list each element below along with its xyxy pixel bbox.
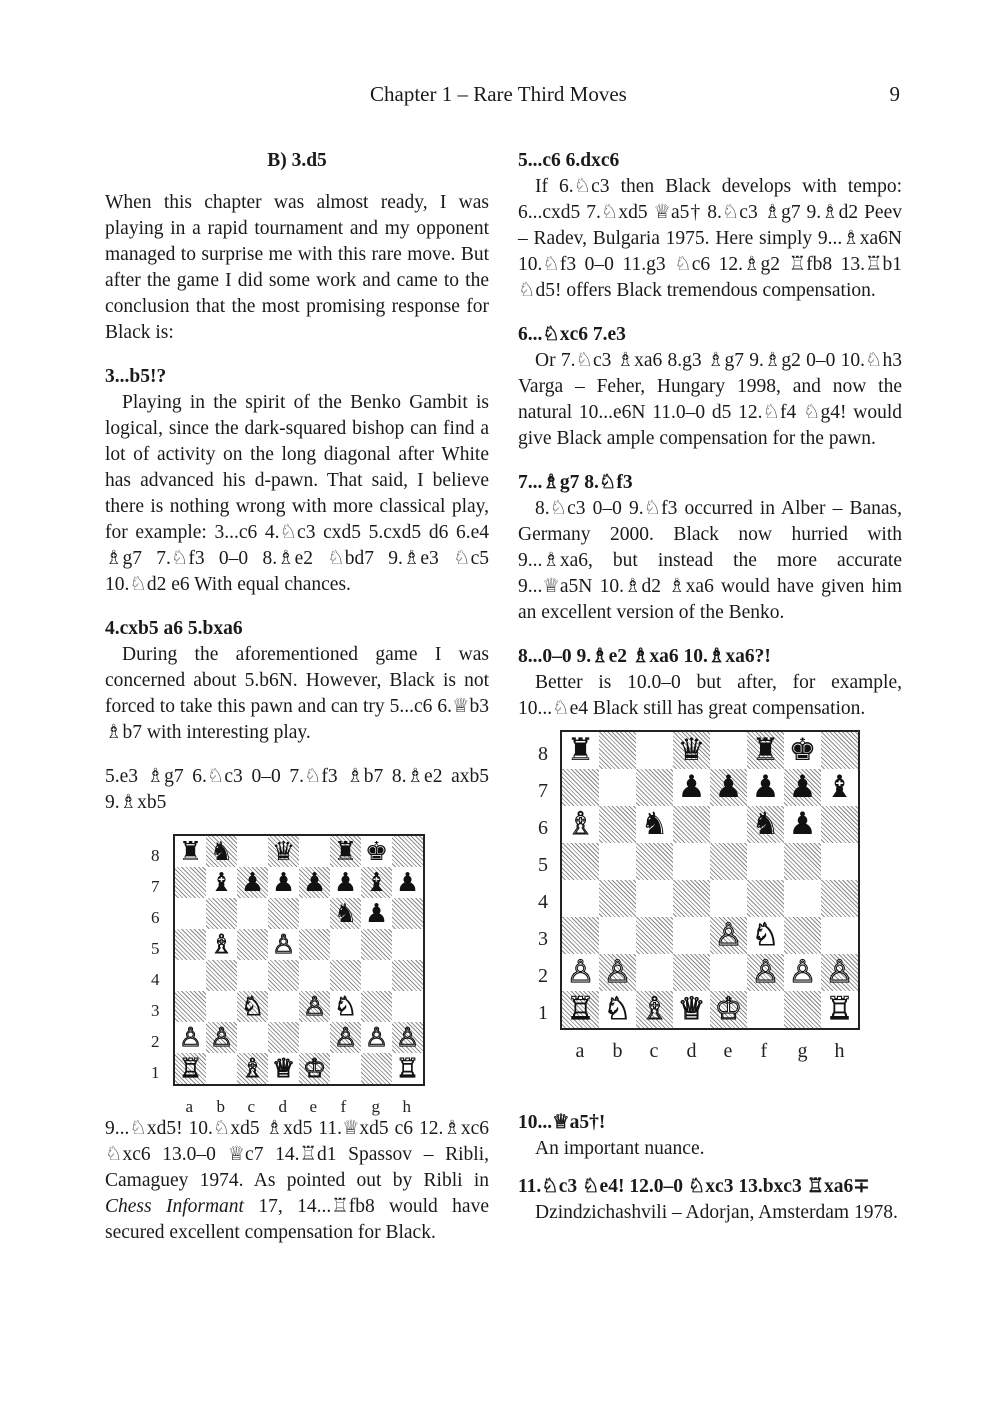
square-a8 <box>562 732 599 769</box>
white-pawn-icon: ♙ <box>714 917 743 953</box>
file-label: d <box>278 1097 287 1116</box>
square-c4 <box>636 880 673 917</box>
white-pawn-icon: ♙ <box>364 1022 389 1053</box>
square-e5 <box>710 843 747 880</box>
square-c8 <box>237 836 268 867</box>
file-label: f <box>760 1040 768 1062</box>
square-f6 <box>747 806 784 843</box>
square-g7 <box>784 769 821 806</box>
square-e5 <box>299 929 330 960</box>
square-e7 <box>299 867 330 898</box>
square-f7 <box>330 867 361 898</box>
square-d3 <box>673 917 710 954</box>
white-queen-icon: ♕ <box>677 991 706 1027</box>
square-g4 <box>361 960 392 991</box>
rank-label: 3 <box>151 1001 160 1020</box>
square-b4 <box>206 960 237 991</box>
square-e1 <box>299 1053 330 1084</box>
square-a6 <box>175 898 206 929</box>
white-rook-icon: ♖ <box>566 991 595 1027</box>
square-e1 <box>710 991 747 1028</box>
square-a4 <box>175 960 206 991</box>
move-heading: 3...b5!? <box>105 366 167 387</box>
rank-label: 2 <box>151 1032 160 1051</box>
rank-label: 5 <box>538 853 548 876</box>
black-pawn-icon: ♟ <box>364 898 389 929</box>
rank-label: 2 <box>538 964 548 987</box>
white-queen-icon: ♕ <box>271 1053 296 1084</box>
square-a4 <box>562 880 599 917</box>
square-f4 <box>747 880 784 917</box>
square-b2 <box>599 954 636 991</box>
square-d7 <box>673 769 710 806</box>
square-a3 <box>562 917 599 954</box>
square-d1 <box>268 1053 299 1084</box>
square-e8 <box>299 836 330 867</box>
white-pawn-icon: ♙ <box>209 1022 234 1053</box>
black-queen-icon: ♛ <box>677 732 706 768</box>
square-g2 <box>361 1022 392 1053</box>
rank-label: 7 <box>151 877 160 896</box>
file-label: h <box>402 1097 411 1116</box>
square-d5 <box>268 929 299 960</box>
move-heading: 6...♘xc6 7.e3 <box>518 324 626 345</box>
file-label: f <box>340 1097 347 1116</box>
square-g8 <box>361 836 392 867</box>
square-f3 <box>747 917 784 954</box>
square-a5 <box>175 929 206 960</box>
square-f2 <box>330 1022 361 1053</box>
square-h3 <box>821 917 858 954</box>
square-e6 <box>710 806 747 843</box>
square-b2 <box>206 1022 237 1053</box>
square-e2 <box>710 954 747 991</box>
black-rook-icon: ♜ <box>751 732 780 768</box>
square-g3 <box>361 991 392 1022</box>
white-bishop-icon: ♗ <box>240 1053 265 1084</box>
file-label: h <box>834 1040 845 1062</box>
file-label: c <box>649 1040 659 1062</box>
black-bishop-icon: ♝ <box>209 867 234 898</box>
page-number: 9 <box>889 82 900 106</box>
square-b7 <box>206 867 237 898</box>
black-king-icon: ♚ <box>364 836 389 867</box>
black-pawn-icon: ♟ <box>677 769 706 805</box>
square-c2 <box>636 954 673 991</box>
square-c3 <box>636 917 673 954</box>
square-g7 <box>361 867 392 898</box>
book-title: Chess Informant <box>105 1196 244 1217</box>
black-knight-icon: ♞ <box>751 806 780 842</box>
square-d6 <box>673 806 710 843</box>
paragraph: 8.♘c3 0–0 9.♘f3 occurred in Alber – Banas, Germany 2000. Black now hurried with 9...♗xa6, but instead the more accurate 9...♕a5N 10.♗d2 ♗xa6 would have given him an excellent version of the Benko. <box>518 498 902 623</box>
square-c8 <box>636 732 673 769</box>
black-pawn-icon: ♟ <box>788 769 817 805</box>
chess-diagram-1 <box>105 816 489 1116</box>
square-f5 <box>330 929 361 960</box>
white-pawn-icon: ♙ <box>271 929 296 960</box>
square-h4 <box>821 880 858 917</box>
white-bishop-icon: ♗ <box>640 991 669 1027</box>
black-knight-icon: ♞ <box>640 806 669 842</box>
square-d4 <box>673 880 710 917</box>
white-king-icon: ♔ <box>714 991 743 1027</box>
square-h2 <box>821 954 858 991</box>
square-e4 <box>299 960 330 991</box>
paragraph: Or 7.♘c3 ♗xa6 8.g3 ♗g7 9.♗g2 0–0 10.♘h3 Varga – Feher, Hungary 1998, and now the natural 10...e6N 11.0–0 d5 12.♘f4 ♘g4! would give Black ample compensation for the pawn. <box>518 350 902 449</box>
square-d2 <box>673 954 710 991</box>
black-pawn-icon: ♟ <box>788 806 817 842</box>
square-d4 <box>268 960 299 991</box>
move-heading: 5...c6 6.dxc6 <box>518 150 620 171</box>
square-c6 <box>237 898 268 929</box>
square-h8 <box>821 732 858 769</box>
white-pawn-icon: ♙ <box>751 954 780 990</box>
square-b8 <box>206 836 237 867</box>
square-a2 <box>175 1022 206 1053</box>
white-knight-icon: ♘ <box>240 991 265 1022</box>
square-b7 <box>599 769 636 806</box>
move-heading: 11.♘c3 ♘e4! 12.0–0 ♘xc3 13.bxc3 ♖xa6∓ <box>518 1176 870 1197</box>
white-pawn-icon: ♙ <box>825 954 854 990</box>
square-d3 <box>268 991 299 1022</box>
file-label: b <box>216 1097 225 1116</box>
file-label: e <box>309 1097 318 1116</box>
move-heading: 8...0–0 9.♗e2 ♗xa6 10.♗xa6?! <box>518 646 771 667</box>
rank-label: 6 <box>538 816 548 839</box>
black-pawn-icon: ♟ <box>240 867 265 898</box>
square-g5 <box>784 843 821 880</box>
square-b1 <box>599 991 636 1028</box>
square-c4 <box>237 960 268 991</box>
square-e3 <box>299 991 330 1022</box>
square-e4 <box>710 880 747 917</box>
white-pawn-icon: ♙ <box>178 1022 203 1053</box>
square-b3 <box>206 991 237 1022</box>
square-h4 <box>392 960 423 991</box>
square-g6 <box>361 898 392 929</box>
move-heading: 4.cxb5 a6 5.bxa6 <box>105 618 243 639</box>
file-label: a <box>185 1097 194 1116</box>
square-d8 <box>673 732 710 769</box>
square-d2 <box>268 1022 299 1053</box>
square-f8 <box>747 732 784 769</box>
square-g8 <box>784 732 821 769</box>
chessboard <box>560 730 860 1030</box>
rank-label: 8 <box>151 846 160 865</box>
black-pawn-icon: ♟ <box>333 867 358 898</box>
square-c5 <box>636 843 673 880</box>
paragraph: If 6.♘c3 then Black develops with tempo: 6...cxd5 7.♘xd5 ♕a5† 8.♘c3 ♗g7 9.♗d2 Peev – Radev, Bulgaria 1975. Here simply 9...♗xa6N 10.♘f3 0–0 11.g3 ♘c6 12.♗g2 ♖fb8 13.♖b1 ♘d5! offers Black tremendous compensation. <box>518 176 902 301</box>
file-label: c <box>247 1097 256 1116</box>
square-h7 <box>392 867 423 898</box>
black-knight-icon: ♞ <box>333 898 358 929</box>
square-c6 <box>636 806 673 843</box>
white-pawn-icon: ♙ <box>566 954 595 990</box>
white-pawn-icon: ♙ <box>302 991 327 1022</box>
file-label: a <box>575 1040 585 1062</box>
square-f1 <box>747 991 784 1028</box>
black-pawn-icon: ♟ <box>271 867 296 898</box>
rank-label: 1 <box>151 1063 160 1082</box>
file-label: g <box>371 1097 380 1116</box>
chess-diagram-2 <box>518 722 902 1110</box>
white-rook-icon: ♖ <box>395 1053 420 1084</box>
square-d1 <box>673 991 710 1028</box>
left-column <box>105 148 489 1246</box>
black-rook-icon: ♜ <box>333 836 358 867</box>
rank-label: 8 <box>538 742 548 765</box>
square-g6 <box>784 806 821 843</box>
square-c2 <box>237 1022 268 1053</box>
square-g3 <box>784 917 821 954</box>
square-a2 <box>562 954 599 991</box>
square-h5 <box>821 843 858 880</box>
square-b6 <box>599 806 636 843</box>
white-pawn-icon: ♙ <box>603 954 632 990</box>
rank-label: 4 <box>151 970 160 989</box>
square-c1 <box>636 991 673 1028</box>
intro-paragraph: When this chapter was almost ready, I was playing in a rapid tournament and my opponent managed to surprise me with this rare move. But after the game I did some work and came to the conclusion that the most promising response for Black is: <box>105 192 489 343</box>
file-label: b <box>612 1040 623 1062</box>
square-b8 <box>599 732 636 769</box>
move-heading: 7...♗g7 8.♘f3 <box>518 472 633 493</box>
black-king-icon: ♚ <box>788 732 817 768</box>
white-knight-icon: ♘ <box>751 917 780 953</box>
square-f6 <box>330 898 361 929</box>
white-king-icon: ♔ <box>302 1053 327 1084</box>
black-pawn-icon: ♟ <box>714 769 743 805</box>
square-f3 <box>330 991 361 1022</box>
square-a1 <box>175 1053 206 1084</box>
white-knight-icon: ♘ <box>333 991 358 1022</box>
black-rook-icon: ♜ <box>178 836 203 867</box>
black-pawn-icon: ♟ <box>395 867 420 898</box>
page-header <box>370 82 900 112</box>
square-f8 <box>330 836 361 867</box>
paragraph: 5.e3 ♗g7 6.♘c3 0–0 7.♘f3 ♗b7 8.♗e2 axb5 9.♗xb5 <box>105 766 489 813</box>
square-f5 <box>747 843 784 880</box>
square-b3 <box>599 917 636 954</box>
square-b1 <box>206 1053 237 1084</box>
square-e7 <box>710 769 747 806</box>
square-d8 <box>268 836 299 867</box>
rank-label: 7 <box>538 779 548 802</box>
chessboard <box>173 834 425 1086</box>
black-bishop-icon: ♝ <box>825 769 854 805</box>
square-d7 <box>268 867 299 898</box>
square-a3 <box>175 991 206 1022</box>
square-g5 <box>361 929 392 960</box>
right-column <box>518 148 902 1226</box>
white-knight-icon: ♘ <box>603 991 632 1027</box>
white-pawn-icon: ♙ <box>788 954 817 990</box>
square-f1 <box>330 1053 361 1084</box>
square-c7 <box>636 769 673 806</box>
square-a7 <box>562 769 599 806</box>
square-b4 <box>599 880 636 917</box>
black-pawn-icon: ♟ <box>302 867 327 898</box>
square-e3 <box>710 917 747 954</box>
rank-label: 5 <box>151 939 160 958</box>
paragraph: 9...♘xd5! 10.♘xd5 ♗xd5 11.♕xd5 c6 12.♗xc6 ♘xc6 13.0–0 ♕c7 14.♖d1 Spassov – Ribli, Camaguey 1974. As pointed out by Ribli in Chess Informant 17, 14...♖fb8 would have secured excellent compensation for Black. <box>105 1118 489 1243</box>
square-a7 <box>175 867 206 898</box>
square-h6 <box>392 898 423 929</box>
square-d6 <box>268 898 299 929</box>
square-e8 <box>710 732 747 769</box>
square-f7 <box>747 769 784 806</box>
rank-label: 6 <box>151 908 160 927</box>
paragraph: Better is 10.0–0 but after, for example, 10...♘e4 Black still has great compensation. <box>518 672 902 719</box>
white-pawn-icon: ♙ <box>333 1022 358 1053</box>
black-knight-icon: ♞ <box>209 836 234 867</box>
black-queen-icon: ♛ <box>271 836 296 867</box>
move-heading: 10...♕a5†! <box>518 1112 606 1133</box>
chapter-title: Chapter 1 – Rare Third Moves <box>370 82 627 106</box>
paragraph: During the aforementioned game I was concerned about 5.b6N. However, Black is not forced to take this pawn and can try 5...c6 6.♕b3 ♗b7 with interesting play. <box>105 644 489 743</box>
rank-label: 1 <box>538 1001 548 1024</box>
section-title: B) 3.d5 <box>267 150 327 171</box>
file-label: d <box>686 1040 697 1062</box>
file-label: e <box>723 1040 733 1062</box>
square-c3 <box>237 991 268 1022</box>
white-bishop-icon: ♗ <box>209 929 234 960</box>
square-g1 <box>361 1053 392 1084</box>
square-c7 <box>237 867 268 898</box>
square-c1 <box>237 1053 268 1084</box>
paragraph: Dzindzichashvili – Adorjan, Amsterdam 1978. <box>535 1202 898 1223</box>
white-rook-icon: ♖ <box>825 991 854 1027</box>
square-h1 <box>821 991 858 1028</box>
square-f4 <box>330 960 361 991</box>
paragraph: An important nuance. <box>535 1138 705 1159</box>
square-a6 <box>562 806 599 843</box>
square-g1 <box>784 991 821 1028</box>
square-g4 <box>784 880 821 917</box>
square-a1 <box>562 991 599 1028</box>
rank-label: 3 <box>538 927 548 950</box>
square-b6 <box>206 898 237 929</box>
white-bishop-icon: ♗ <box>566 806 595 842</box>
square-a8 <box>175 836 206 867</box>
square-g2 <box>784 954 821 991</box>
square-c5 <box>237 929 268 960</box>
square-e2 <box>299 1022 330 1053</box>
white-pawn-icon: ♙ <box>395 1022 420 1053</box>
square-h2 <box>392 1022 423 1053</box>
square-h5 <box>392 929 423 960</box>
white-rook-icon: ♖ <box>178 1053 203 1084</box>
square-h3 <box>392 991 423 1022</box>
black-bishop-icon: ♝ <box>364 867 389 898</box>
square-d5 <box>673 843 710 880</box>
black-pawn-icon: ♟ <box>751 769 780 805</box>
square-h7 <box>821 769 858 806</box>
square-b5 <box>599 843 636 880</box>
file-label: g <box>797 1040 808 1062</box>
rank-label: 4 <box>538 890 548 913</box>
square-h8 <box>392 836 423 867</box>
black-rook-icon: ♜ <box>566 732 595 768</box>
square-h6 <box>821 806 858 843</box>
paragraph: Playing in the spirit of the Benko Gambit is logical, since the dark-squared bishop can find a lot of activity on the long diagonal after White has advanced his d-pawn. That said, I believe there is nothing wrong with more classical play, for example: 3...c6 4.♘c3 cxd5 5.cxd5 d6 6.e4 ♗g7 7.♘f3 0–0 8.♗e2 ♘bd7 9.♗e3 ♘c5 10.♘d2 e6 With equal chances. <box>105 392 489 595</box>
square-e6 <box>299 898 330 929</box>
square-b5 <box>206 929 237 960</box>
square-a5 <box>562 843 599 880</box>
square-f2 <box>747 954 784 991</box>
square-h1 <box>392 1053 423 1084</box>
